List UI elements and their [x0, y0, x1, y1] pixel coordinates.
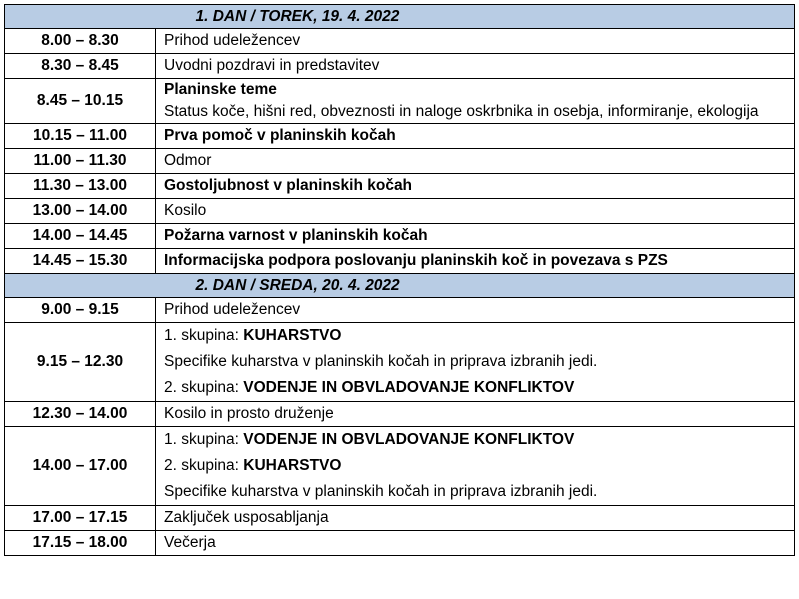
time-slot: 14.00 – 14.45	[5, 224, 156, 249]
activity-text: Specifike kuharstva v planinskih kočah in priprava izbranih jedi.	[164, 483, 598, 500]
activity-title: KUHARSTVO	[243, 457, 342, 474]
activity-text: Prihod udeležencev	[164, 32, 301, 49]
schedule-row	[5, 124, 795, 149]
activity-cell	[156, 174, 795, 199]
activity-line	[164, 349, 786, 375]
activity-line	[164, 403, 786, 425]
activity-cell	[156, 199, 795, 224]
schedule-row	[5, 149, 795, 174]
activity-text: Kosilo in prosto druženje	[164, 405, 334, 422]
activity-title: Požarna varnost v planinskih kočah	[164, 227, 428, 244]
schedule-row	[5, 224, 795, 249]
schedule-row	[5, 531, 795, 556]
time-slot: 9.00 – 9.15	[5, 298, 156, 323]
activity-title: Gostoljubnost v planinskih kočah	[164, 177, 413, 194]
day-header-title: 2. DAN / SREDA, 20. 4. 2022	[156, 274, 795, 298]
activity-line	[164, 101, 786, 123]
activity-line	[164, 453, 786, 479]
activity-line	[164, 175, 786, 197]
schedule-row	[5, 199, 795, 224]
schedule-row	[5, 79, 795, 124]
time-slot: 8.45 – 10.15	[5, 79, 156, 124]
activity-cell	[156, 79, 795, 124]
activity-line	[164, 375, 786, 401]
schedule-row	[5, 54, 795, 79]
time-slot: 17.00 – 17.15	[5, 506, 156, 531]
activity-line	[164, 79, 786, 101]
activity-cell	[156, 224, 795, 249]
activity-title: Prva pomoč v planinskih kočah	[164, 127, 396, 144]
day-header-left-cell	[5, 5, 156, 29]
schedule-body	[5, 5, 795, 556]
time-slot: 14.00 – 17.00	[5, 427, 156, 506]
activity-cell	[156, 124, 795, 149]
activity-line	[164, 299, 786, 321]
day-header-left-cell	[5, 274, 156, 298]
activity-text: Uvodni pozdravi in predstavitev	[164, 57, 380, 74]
activity-line	[164, 150, 786, 172]
activity-cell	[156, 29, 795, 54]
schedule-row	[5, 323, 795, 402]
activity-line	[164, 55, 786, 77]
time-slot: 17.15 – 18.00	[5, 531, 156, 556]
activity-line	[164, 479, 786, 505]
group-label: 2. skupina:	[164, 457, 244, 474]
schedule-row	[5, 29, 795, 54]
activity-text: Prihod udeležencev	[164, 301, 301, 318]
activity-title: Informacijska podpora poslovanju planinskih koč in povezava s PZS	[164, 252, 668, 269]
activity-cell	[156, 149, 795, 174]
time-slot: 11.30 – 13.00	[5, 174, 156, 199]
time-slot: 12.30 – 14.00	[5, 402, 156, 427]
time-slot: 11.00 – 11.30	[5, 149, 156, 174]
time-slot: 10.15 – 11.00	[5, 124, 156, 149]
activity-cell	[156, 427, 795, 506]
activity-text: Večerja	[164, 534, 216, 551]
activity-line	[164, 30, 786, 52]
activity-text: Kosilo	[164, 202, 207, 219]
activity-cell	[156, 298, 795, 323]
day-header-row	[5, 274, 795, 298]
activity-text: Specifike kuharstva v planinskih kočah in priprava izbranih jedi.	[164, 353, 598, 370]
schedule-row	[5, 174, 795, 199]
group-label: 1. skupina:	[164, 327, 244, 344]
schedule-row	[5, 249, 795, 274]
schedule-row	[5, 427, 795, 506]
activity-cell	[156, 323, 795, 402]
activity-cell	[156, 54, 795, 79]
activity-title: VODENJE IN OBVLADOVANJE KONFLIKTOV	[243, 379, 575, 396]
time-slot: 8.30 – 8.45	[5, 54, 156, 79]
day-header-row	[5, 5, 795, 29]
activity-line	[164, 427, 786, 453]
activity-cell	[156, 506, 795, 531]
schedule-table	[4, 4, 795, 556]
group-label: 2. skupina:	[164, 379, 244, 396]
time-slot: 14.45 – 15.30	[5, 249, 156, 274]
activity-line	[164, 200, 786, 222]
activity-line	[164, 323, 786, 349]
activity-title: KUHARSTVO	[243, 327, 342, 344]
activity-line	[164, 532, 786, 554]
time-slot: 13.00 – 14.00	[5, 199, 156, 224]
activity-line	[164, 507, 786, 529]
schedule-row	[5, 402, 795, 427]
schedule-row	[5, 506, 795, 531]
time-slot: 8.00 – 8.30	[5, 29, 156, 54]
group-label: 1. skupina:	[164, 431, 244, 448]
activity-text: Zaključek usposabljanja	[164, 509, 329, 526]
activity-line	[164, 125, 786, 147]
activity-line	[164, 225, 786, 247]
activity-cell	[156, 402, 795, 427]
schedule-row	[5, 298, 795, 323]
activity-cell	[156, 531, 795, 556]
activity-title: VODENJE IN OBVLADOVANJE KONFLIKTOV	[243, 431, 575, 448]
activity-cell	[156, 249, 795, 274]
activity-line	[164, 250, 786, 272]
time-slot: 9.15 – 12.30	[5, 323, 156, 402]
activity-text: Status koče, hišni red, obveznosti in naloge oskrbnika in osebja, informiranje, ekologija	[164, 103, 759, 120]
day-header-title: 1. DAN / TOREK, 19. 4. 2022	[156, 5, 795, 29]
activity-title: Planinske teme	[164, 81, 277, 98]
activity-text: Odmor	[164, 152, 212, 169]
